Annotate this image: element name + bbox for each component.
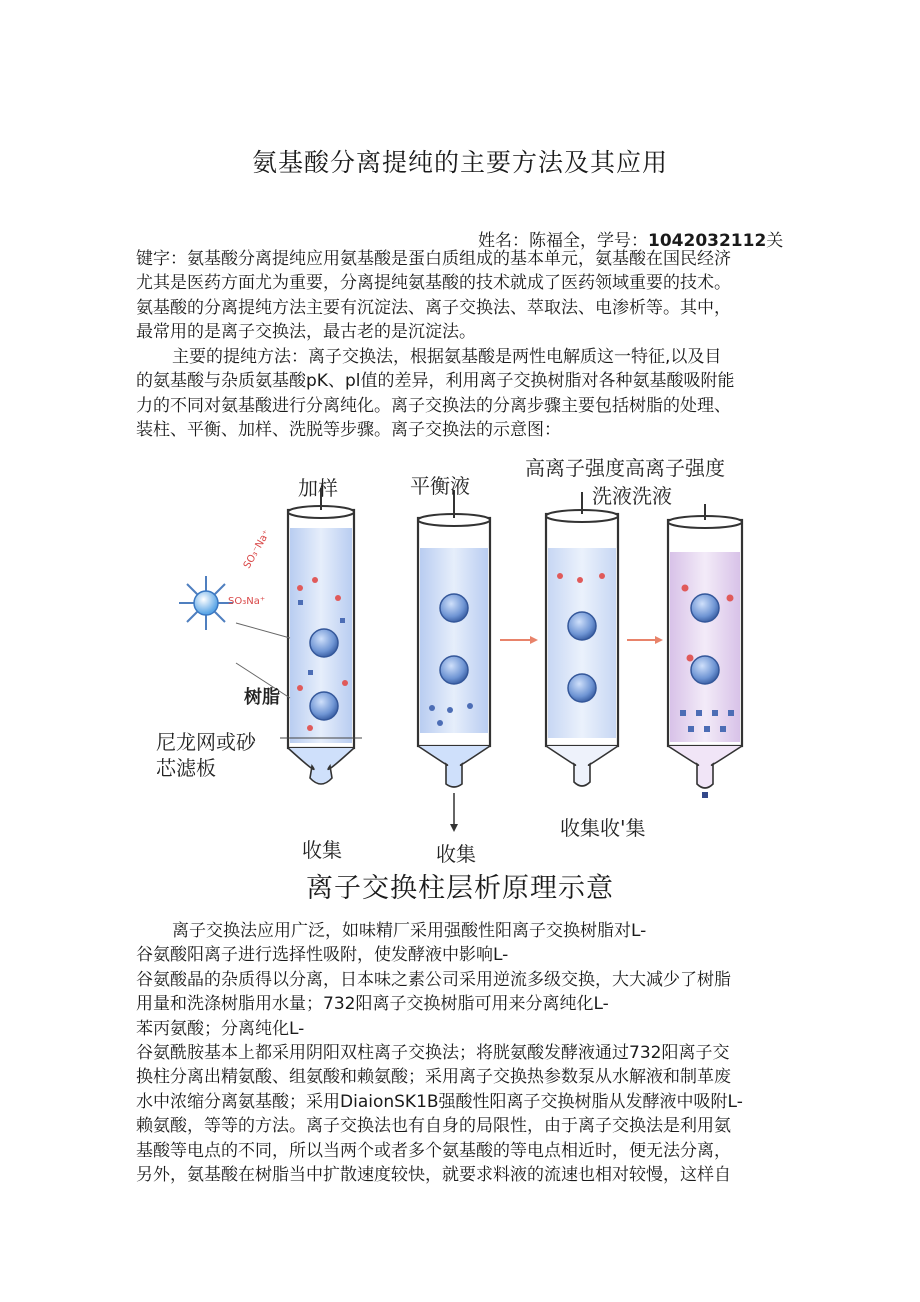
column-equilibrium: [418, 490, 490, 832]
application-line: 苯丙氨酸；分离纯化L-: [136, 1018, 305, 1039]
author-name-prefix: 姓名：陈福全，学号：: [478, 231, 648, 251]
application-line: 谷氨酰胺基本上都采用阴阳双柱离子交换法；将胱氨酸发酵液通过732阳离子交: [136, 1043, 730, 1064]
document-title: 氨基酸分离提纯的主要方法及其应用: [251, 148, 668, 177]
method-paragraph: [136, 345, 786, 443]
label-eluent: 洗液洗液: [592, 484, 672, 508]
ion-exchange-figure: [140, 448, 790, 868]
label-filter-line2: 芯滤板: [156, 756, 216, 780]
method-line: 装柱、平衡、加样、洗脱等步骤。离子交换法的示意图：: [136, 420, 561, 441]
abstract-line: 氨基酸的分离提纯方法主要有沉淀法、离子交换法、萃取法、电渗析等。其中，: [136, 297, 731, 318]
author-line-suffix: 关: [766, 231, 784, 251]
application-paragraph: [136, 919, 786, 1187]
application-line: 用量和洗涤树脂用水量；732阳离子交换树脂可用来分离纯化L-: [136, 994, 609, 1015]
abstract-paragraph: [136, 247, 786, 345]
method-line: 主要的提纯方法：离子交换法，根据氨基酸是两性电解质这一特征,以及目: [172, 347, 722, 367]
application-line: 另外，氨基酸在树脂当中扩散速度较快，就要求料液的流速也相对较慢，这样自: [136, 1165, 731, 1186]
abstract-line: 尤其是医药方面尤为重要，分离提纯氨基酸的技术就成了医药领域重要的技术。: [136, 273, 731, 294]
label-resin: 树脂: [244, 687, 280, 708]
column-wash: [546, 492, 618, 786]
application-line: 谷氨酸晶的杂质得以分离，日本味之素公司采用逆流多级交换，大大减少了树脂: [136, 969, 731, 990]
abstract-line: 键字：氨基酸分离提纯应用氨基酸是蛋白质组成的基本单元，氨基酸在国民经济: [136, 249, 731, 269]
label-collect-3-4: 收集收'集: [560, 816, 646, 840]
figure-caption: 离子交换柱层析原理示意: [306, 873, 614, 904]
label-collect-2: 收集: [436, 842, 476, 866]
column-diagram: [140, 448, 790, 868]
application-line: 水中浓缩分离氨基酸；采用DiaionSK1B强酸性阳离子交换树脂从发酵液中吸附L-: [136, 1091, 743, 1112]
label-high-ionic-strength: 高离子强度高离子强度: [525, 456, 725, 480]
application-line: 基酸等电点的不同，所以当两个或者多个氨基酸的等电点相近时，便无法分离，: [136, 1140, 731, 1161]
ion-label-1: SO₃⁻Na⁺: [241, 528, 273, 571]
label-load: 加样: [298, 476, 338, 500]
column-elute: [668, 504, 742, 798]
column-load: [280, 488, 362, 784]
application-line: 赖氨酸，等等的方法。离子交换法也有自身的局限性，由于离子交换法是利用氨: [136, 1116, 731, 1137]
application-line: 换柱分离出精氨酸、组氨酸和赖氨酸；采用离子交换热参数泵从水解液和制革废: [136, 1067, 731, 1088]
method-line: 力的不同对氨基酸进行分离纯化。离子交换法的分离步骤主要包括树脂的处理、: [136, 395, 731, 416]
ion-label-2: SO₃Na⁺: [228, 596, 266, 607]
label-filter-line1: 尼龙网或砂: [156, 730, 256, 754]
student-id: 1042032112: [648, 231, 767, 251]
method-line: 的氨基酸与杂质氨基酸pK、pl值的差异，利用离子交换树脂对各种氨基酸吸附能: [136, 371, 735, 392]
abstract-line: 最常用的是离子交换法，最古老的是沉淀法。: [136, 322, 476, 343]
application-line: 离子交换法应用广泛，如味精厂采用强酸性阳离子交换树脂对L-: [172, 921, 647, 941]
resin-bead-detail: [179, 576, 290, 698]
label-collect-1: 收集: [302, 838, 342, 862]
label-equilibrium: 平衡液: [410, 474, 470, 498]
application-line: 谷氨酸阳离子进行选择性吸附，使发酵液中影响L-: [136, 945, 509, 966]
